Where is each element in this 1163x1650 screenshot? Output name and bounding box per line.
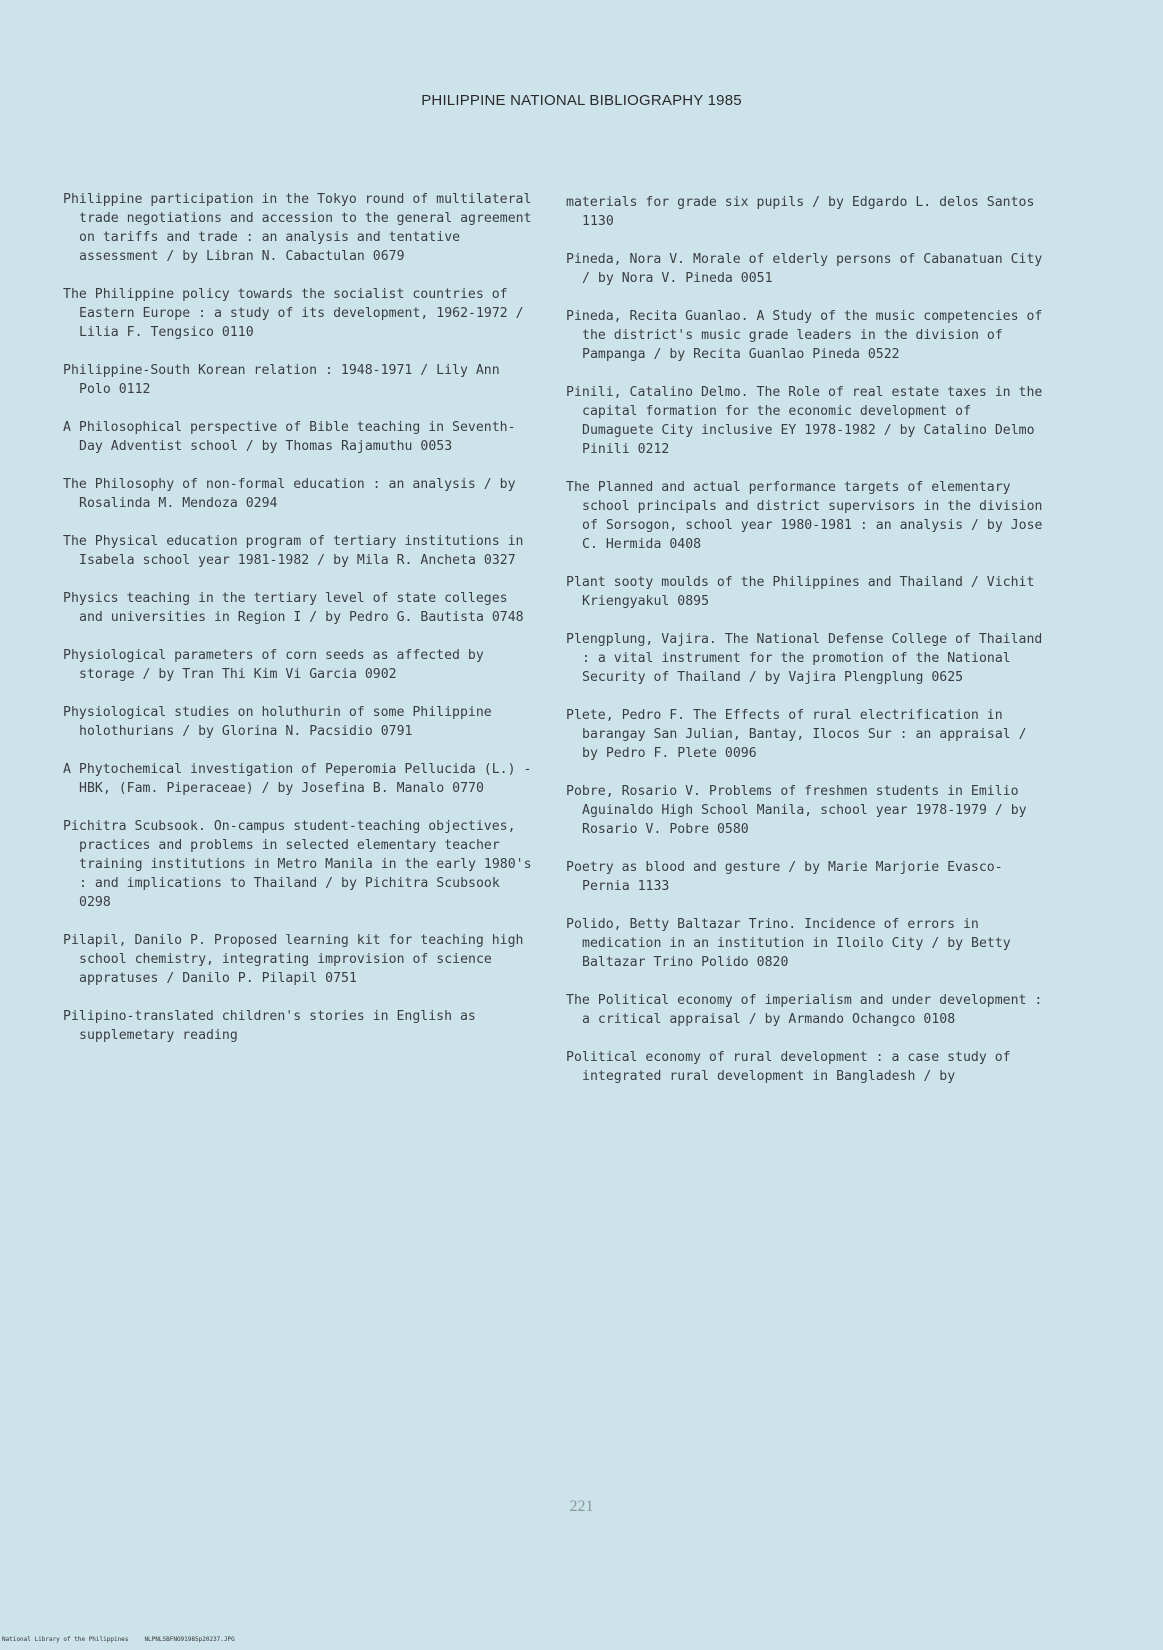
bibliography-entry: A Phytochemical investigation of Peperomia Pellucida (L.) - HBK, (Fam. Piperaceae) / by Josefina B. Manalo 0770 <box>63 762 540 796</box>
bibliography-entry: The Physical education program of tertiary institutions in Isabela school year 1981-1982 / by Mila R. Ancheta 0327 <box>63 534 532 568</box>
image-code: NLPNLSBFNO91985p20237.JPG <box>144 1636 235 1643</box>
bibliography-entry: The Planned and actual performance targets of elementary school principals and district supervisors in the division of Sorsogon, school year 1980-1981 : an analysis / by Jose C. Hermida 0408 <box>566 480 1051 552</box>
bibliography-entry: Pichitra Scubsook. On-campus student-teaching objectives, practices and problems in selected elementary teacher training institutions in Metro Manila in the early 1980's : and implications to Thailand / by Pichitra Scubsook 0298 <box>63 819 540 910</box>
bibliography-entry: Pineda, Nora V. Morale of elderly persons of Cabanatuan City / by Nora V. Pineda 0051 <box>566 252 1051 286</box>
bibliography-entry: Physics teaching in the tertiary level of state colleges and universities in Region I / by Pedro G. Bautista 0748 <box>63 591 524 625</box>
bibliography-entry: Plete, Pedro F. The Effects of rural electrification in barangay San Julian, Bantay, Ilocos Sur : an appraisal / by Pedro F. Plete 0096 <box>566 708 1035 761</box>
bibliography-entry: Pobre, Rosario V. Problems of freshmen students in Emilio Aguinaldo High School Manila, school year 1978-1979 / by Rosario V. Pobre 0580 <box>566 784 1035 837</box>
bibliography-entry: The Political economy of imperialism and under development : a critical appraisal / by Armando Ochangco 0108 <box>566 993 1051 1027</box>
bibliography-entry: materials for grade six pupils / by Edgardo L. delos Santos 1130 <box>566 195 1043 229</box>
bibliography-entry: Pilapil, Danilo P. Proposed learning kit for teaching high school chemistry, integrating improvision of science appratuses / Danilo P. Pilapil 0751 <box>63 933 532 986</box>
bibliography-entry: Physiological parameters of corn seeds as affected by storage / by Tran Thi Kim Vi Garcia 0902 <box>63 648 492 682</box>
page-header: PHILIPPINE NATIONAL BIBLIOGRAPHY 1985 <box>421 92 742 109</box>
bibliography-entry: Political economy of rural development : a case study of integrated rural development in Bangladesh / by <box>566 1050 1019 1084</box>
library-credit: National Library of the Philippines <box>2 1636 129 1643</box>
bibliography-entry: A Philosophical perspective of Bible teaching in Seventh-Day Adventist school / by Thomas Rajamuthu 0053 <box>63 420 516 454</box>
bibliography-entry: Plengplung, Vajira. The National Defense College of Thailand : a vital instrument for the promotion of the National Security of Thailand / by Vajira Plengplung 0625 <box>566 632 1051 685</box>
bibliography-entry: Polido, Betty Baltazar Trino. Incidence of errors in medication in an institution in Iloilo City / by Betty Baltazar Trino Polido 0820 <box>566 917 1019 970</box>
bibliography-entry: Physiological studies on holuthurin of some Philippine holothurians / by Glorina N. Pacsidio 0791 <box>63 705 500 739</box>
scan-footer <box>2 1636 235 1643</box>
right-column <box>566 193 1051 1105</box>
bibliography-entry: Pinili, Catalino Delmo. The Role of real estate taxes in the capital formation for the economic development of Dumaguete City inclusive EY 1978-1982 / by Catalino Delmo Pinili 0212 <box>566 385 1051 457</box>
bibliography-entry: Pilipino-translated children's stories in English as supplemetary reading <box>63 1009 484 1043</box>
bibliography-entry: The Philosophy of non-formal education : an analysis / by Rosalinda M. Mendoza 0294 <box>63 477 524 511</box>
bibliography-entry: The Philippine policy towards the socialist countries of Eastern Europe : a study of its development, 1962-1972 / Lilia F. Tengsico 0110 <box>63 287 532 340</box>
bibliography-entry: Philippine participation in the Tokyo round of multilateral trade negotiations and accession to the general agreement on tariffs and trade : an analysis and tentative assessment / by Libran N. Cabactulan 0679 <box>63 192 540 264</box>
bibliography-entry: Philippine-South Korean relation : 1948-1971 / Lily Ann Polo 0112 <box>63 363 508 397</box>
bibliography-entry: Poetry as blood and gesture / by Marie Marjorie Evasco-Pernia 1133 <box>566 860 1003 894</box>
left-column <box>63 190 540 1064</box>
page-number: 221 <box>569 1498 594 1515</box>
bibliography-entry: Pineda, Recita Guanlao. A Study of the music competencies of the district's music grade leaders in the division of Pampanga / by Recita Guanlao Pineda 0522 <box>566 309 1051 362</box>
bibliography-entry: Plant sooty moulds of the Philippines and Thailand / Vichit Kriengyakul 0895 <box>566 575 1043 609</box>
